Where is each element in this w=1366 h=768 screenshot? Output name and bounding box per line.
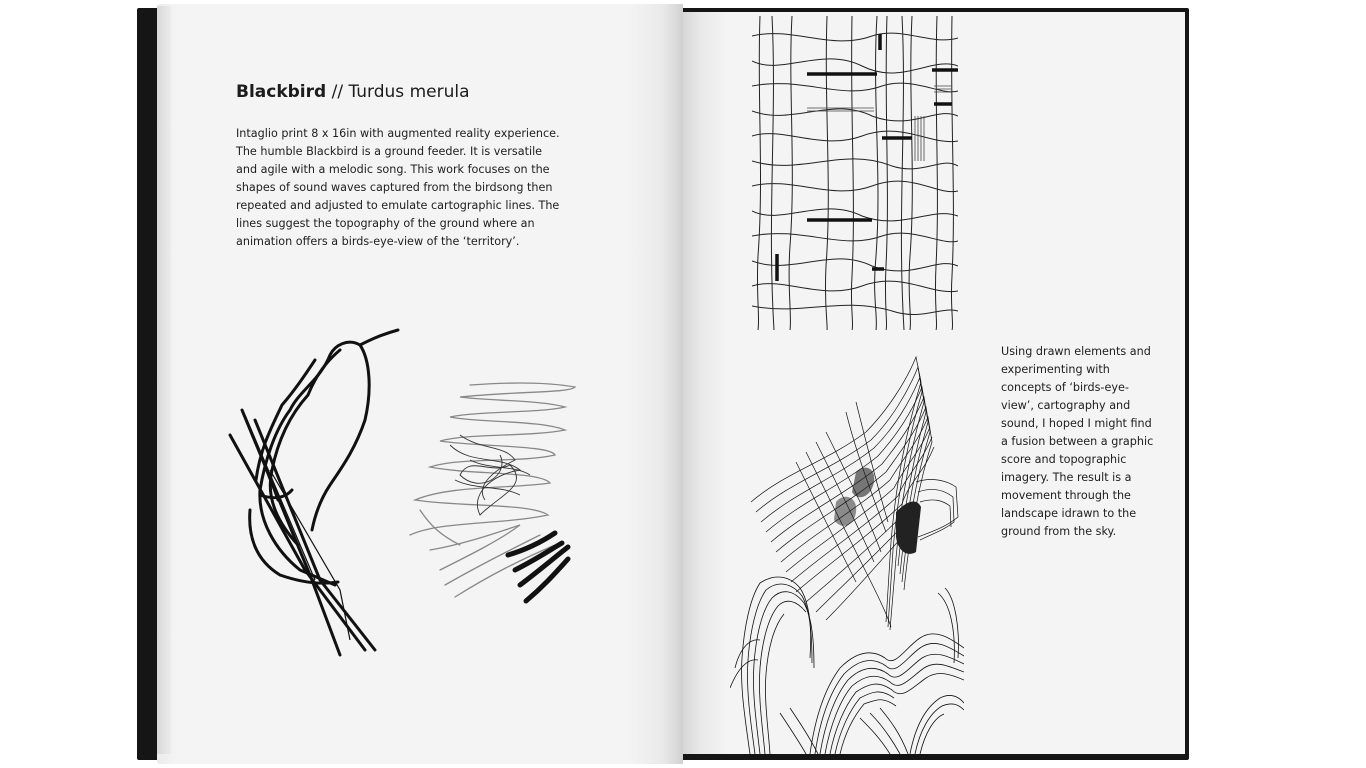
graphic-score-drawing: [752, 16, 958, 330]
description-paragraph: Intaglio print 8 x 16in with augmented reality experience. The humble Blackbird is a ground feeder. It is versatile and agile with a melodic song. This work focuses on the shapes of sound waves captured from the birdsong then repeated and adjusted to emulate cartographic lines. The lines suggest the topography of the ground where an animation offers a birds-eye-view of the ‘territory’.: [236, 127, 560, 248]
left-page-edge: [157, 6, 171, 754]
page-title: [236, 82, 470, 102]
topographic-drawing-lower: [730, 568, 964, 754]
scribble-drawing: [400, 375, 585, 605]
title-bold: Blackbird: [236, 82, 327, 102]
title-separator: //: [326, 82, 349, 102]
title-latin-name: Turdus merula: [348, 82, 470, 102]
blackbird-drawing: [220, 320, 410, 670]
artist-statement: Using drawn elements and experimenting with concepts of ‘birds-eye-view’, cartography and sound, I hoped I might find a fusion between a graphic score and topographic imagery. The result is a movement through the landscape idrawn to the ground from the sky.: [1001, 345, 1154, 538]
